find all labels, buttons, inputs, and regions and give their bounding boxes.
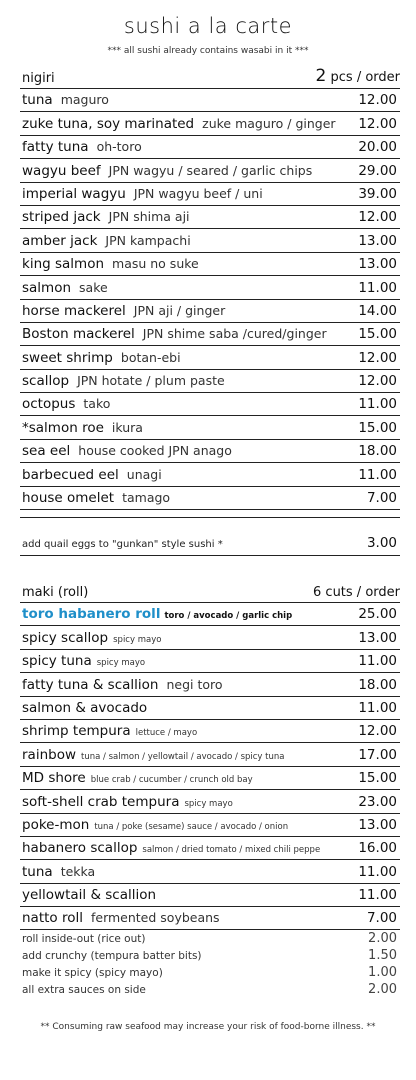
- item-label: [22, 92, 109, 108]
- item-label: [22, 233, 191, 249]
- item-label: [22, 373, 225, 389]
- extra-option: [20, 981, 400, 998]
- item-description: tuna / salmon / yellowtail / avocado / spicy tuna: [81, 751, 285, 762]
- item-label: [22, 209, 190, 225]
- nigiri-unit-count: 2: [315, 66, 327, 86]
- item-name: salmon & avocado: [22, 699, 148, 716]
- item-description: maguro: [60, 92, 109, 108]
- item-price: 11.00: [358, 466, 397, 483]
- item-name: amber jack: [22, 232, 98, 249]
- item-name: zuke tuna, soy marinated: [22, 115, 195, 132]
- item-price: 11.00: [358, 653, 397, 670]
- item-price: 18.00: [358, 676, 397, 693]
- extra-option: [20, 964, 400, 981]
- item-label: [22, 163, 312, 179]
- item-name: tuna: [22, 863, 53, 880]
- item-description: masu no suke: [112, 256, 199, 272]
- quail-egg-addon: [20, 534, 400, 552]
- menu-item: [20, 253, 400, 276]
- item-name: fatty tuna & scallion: [22, 676, 159, 693]
- item-price: 39.00: [358, 185, 397, 202]
- menu-item: [20, 440, 400, 463]
- extra-text: roll inside-out (rice out): [22, 933, 146, 946]
- nigiri-label: nigiri: [22, 71, 55, 86]
- item-description: botan-ebi: [120, 349, 181, 365]
- item-label: [22, 864, 95, 880]
- item-price: 7.00: [366, 910, 397, 927]
- item-price: 13.00: [358, 232, 397, 249]
- menu-item: [20, 767, 400, 790]
- item-label: [22, 840, 320, 856]
- item-price: 12.00: [358, 115, 397, 132]
- menu-item: [20, 884, 400, 907]
- item-price: 15.00: [358, 770, 397, 787]
- health-warning: ** Consuming raw seafood may increase your risk of food-borne illness. **: [40, 1022, 376, 1032]
- item-label: [22, 747, 284, 763]
- item-price: 25.00: [358, 606, 397, 623]
- item-description: JPN hotate / plum paste: [77, 373, 225, 389]
- item-label: [22, 467, 162, 483]
- menu-item: [20, 159, 400, 182]
- item-label: [22, 420, 143, 436]
- divider: [20, 517, 400, 518]
- item-label: [22, 606, 292, 622]
- menu-item: [20, 136, 400, 159]
- item-name: barbecued eel: [22, 466, 119, 483]
- item-description: JPN aji / ginger: [133, 302, 226, 318]
- item-name: salmon: [22, 279, 72, 296]
- menu-item: [20, 814, 400, 837]
- divider: [20, 555, 400, 556]
- item-name: spicy tuna: [22, 653, 92, 670]
- item-name: natto roll: [22, 910, 83, 927]
- item-name: yellowtail & scallion: [22, 887, 157, 904]
- item-description: tuna / poke (sesame) sauce / avocado / onion: [94, 821, 289, 832]
- item-price: 12.00: [358, 349, 397, 366]
- menu-item: [20, 300, 400, 323]
- extra-price: 1.00: [368, 965, 397, 981]
- item-description: toro / avocado / garlic chip: [164, 611, 293, 622]
- item-description: sake: [79, 279, 108, 295]
- item-description: house cooked JPN anago: [78, 443, 232, 459]
- menu-item: [20, 720, 400, 743]
- item-name: tuna: [22, 92, 53, 109]
- item-label: [22, 910, 220, 926]
- item-name: *salmon roe: [22, 419, 104, 436]
- item-name: toro habanero roll: [22, 606, 161, 623]
- item-description: blue crab / cucumber / crunch old bay: [90, 775, 253, 786]
- nigiri-section: [20, 66, 400, 510]
- item-price: 14.00: [358, 302, 397, 319]
- item-description: zuke maguro / ginger: [202, 115, 336, 131]
- extra-price: 2.00: [368, 982, 397, 998]
- menu-item: [20, 697, 400, 720]
- menu-item: [20, 626, 400, 649]
- item-name: sweet shrimp: [22, 349, 113, 366]
- addon-text: add quail eggs to "gunkan" style sushi *: [22, 539, 223, 550]
- item-label: [22, 700, 147, 716]
- menu-item: [20, 416, 400, 439]
- item-price: 11.00: [358, 279, 397, 296]
- item-description: JPN wagyu beef / uni: [133, 185, 263, 201]
- nigiri-unit: [316, 66, 400, 86]
- item-price: 11.00: [358, 396, 397, 413]
- maki-extras: [20, 930, 400, 998]
- item-name: fatty tuna: [22, 139, 89, 156]
- item-description: oh-toro: [96, 139, 142, 155]
- item-name: house omelet: [22, 490, 115, 507]
- item-price: 20.00: [358, 139, 397, 156]
- item-label: [22, 186, 263, 202]
- item-description: unagi: [126, 466, 162, 482]
- menu-item: [20, 183, 400, 206]
- item-name: horse mackerel: [22, 302, 126, 319]
- item-description: JPN shime saba /cured/ginger: [142, 326, 327, 342]
- item-label: [22, 677, 223, 693]
- item-price: 12.00: [358, 723, 397, 740]
- item-name: sea eel: [22, 443, 71, 460]
- item-price: 29.00: [358, 162, 397, 179]
- menu-item: [20, 346, 400, 369]
- item-name: scallop: [22, 373, 70, 390]
- item-price: 23.00: [358, 793, 397, 810]
- extra-text: all extra sauces on side: [22, 984, 146, 997]
- item-price: 15.00: [358, 419, 397, 436]
- item-label: [22, 280, 108, 296]
- item-name: wagyu beef: [22, 162, 101, 179]
- item-description: negi toro: [166, 676, 223, 692]
- maki-list: [20, 603, 400, 930]
- extra-text: make it spicy (spicy mayo): [22, 967, 163, 980]
- menu-item: [20, 323, 400, 346]
- item-label: [22, 817, 288, 833]
- item-price: 17.00: [358, 746, 397, 763]
- item-name: habanero scallop: [22, 840, 138, 857]
- item-price: 13.00: [358, 816, 397, 833]
- menu-item: [20, 860, 400, 883]
- item-name: spicy scallop: [22, 629, 109, 646]
- menu-item: [20, 837, 400, 860]
- menu-item: [20, 907, 400, 930]
- item-description: tako: [83, 396, 111, 412]
- maki-section: [20, 580, 400, 998]
- item-price: 18.00: [358, 443, 397, 460]
- item-description: tamago: [122, 490, 171, 506]
- nigiri-unit-text: pcs / order: [330, 70, 400, 85]
- extra-price: 2.00: [368, 931, 397, 947]
- item-description: fermented soybeans: [90, 910, 220, 926]
- item-description: ikura: [111, 419, 143, 435]
- menu-item: [20, 229, 400, 252]
- item-description: tekka: [60, 863, 96, 879]
- extra-option: [20, 930, 400, 947]
- item-label: [22, 630, 161, 646]
- item-description: spicy mayo: [184, 798, 233, 809]
- extra-text: add crunchy (tempura batter bits): [22, 950, 202, 963]
- item-label: [22, 443, 232, 459]
- item-description: spicy mayo: [96, 658, 146, 669]
- item-price: 12.00: [358, 373, 397, 390]
- item-description: JPN kampachi: [105, 232, 191, 248]
- menu-item: [20, 673, 400, 696]
- item-label: [22, 139, 142, 155]
- menu-item: [20, 650, 400, 673]
- item-price: 7.00: [366, 490, 397, 507]
- item-price: 12.00: [358, 92, 397, 109]
- item-name: Boston mackerel: [22, 326, 135, 343]
- item-description: spicy mayo: [113, 634, 162, 645]
- item-label: [22, 723, 197, 739]
- menu-item: [20, 463, 400, 486]
- item-price: 12.00: [358, 209, 397, 226]
- item-label: [22, 116, 336, 132]
- menu-item: [20, 743, 400, 766]
- maki-header: [20, 580, 400, 603]
- maki-unit: 6 cuts / order: [313, 585, 400, 600]
- menu-item: [20, 370, 400, 393]
- item-label: [22, 326, 327, 342]
- extra-price: 1.50: [368, 948, 397, 964]
- menu-item: [20, 790, 400, 813]
- menu-title: sushi a la carte: [123, 14, 293, 38]
- item-description: JPN wagyu / seared / garlic chips: [108, 162, 313, 178]
- item-name: shrimp tempura: [22, 723, 131, 740]
- nigiri-list: [20, 89, 400, 510]
- item-name: poke-mon: [22, 816, 90, 833]
- maki-label: maki (roll): [22, 585, 89, 600]
- item-name: rainbow: [22, 746, 76, 763]
- item-price: 16.00: [358, 840, 397, 857]
- item-price: 15.00: [358, 326, 397, 343]
- item-label: [22, 256, 199, 272]
- menu-item: [20, 487, 400, 510]
- extra-option: [20, 947, 400, 964]
- item-name: king salmon: [22, 256, 105, 273]
- menu-item: [20, 276, 400, 299]
- item-label: [22, 770, 253, 786]
- item-name: octopus: [22, 396, 76, 413]
- item-name: soft-shell crab tempura: [22, 793, 180, 810]
- item-name: MD shore: [22, 770, 86, 787]
- item-label: [22, 396, 110, 412]
- item-price: 11.00: [358, 863, 397, 880]
- addon-price: 3.00: [366, 535, 397, 551]
- menu-item: [20, 393, 400, 416]
- featured-menu-item: [20, 603, 400, 626]
- item-name: striped jack: [22, 209, 101, 226]
- item-price: 13.00: [358, 629, 397, 646]
- item-price: 13.00: [358, 256, 397, 273]
- wasabi-note: *** all sushi already contains wasabi in it ***: [107, 46, 309, 56]
- item-label: [22, 490, 170, 506]
- item-label: [22, 303, 225, 319]
- item-name: imperial wagyu: [22, 185, 126, 202]
- item-label: [22, 653, 145, 669]
- menu-item: [20, 206, 400, 229]
- nigiri-header: [20, 66, 400, 89]
- menu-item: [20, 89, 400, 112]
- item-description: JPN shima aji: [108, 209, 190, 225]
- item-price: 11.00: [358, 887, 397, 904]
- menu-item: [20, 112, 400, 135]
- item-label: [22, 350, 181, 366]
- item-description: lettuce / mayo: [135, 728, 198, 739]
- item-description: salmon / dried tomato / mixed chili peppe: [142, 845, 321, 856]
- item-label: [22, 794, 233, 810]
- item-price: 11.00: [358, 699, 397, 716]
- item-label: [22, 887, 156, 903]
